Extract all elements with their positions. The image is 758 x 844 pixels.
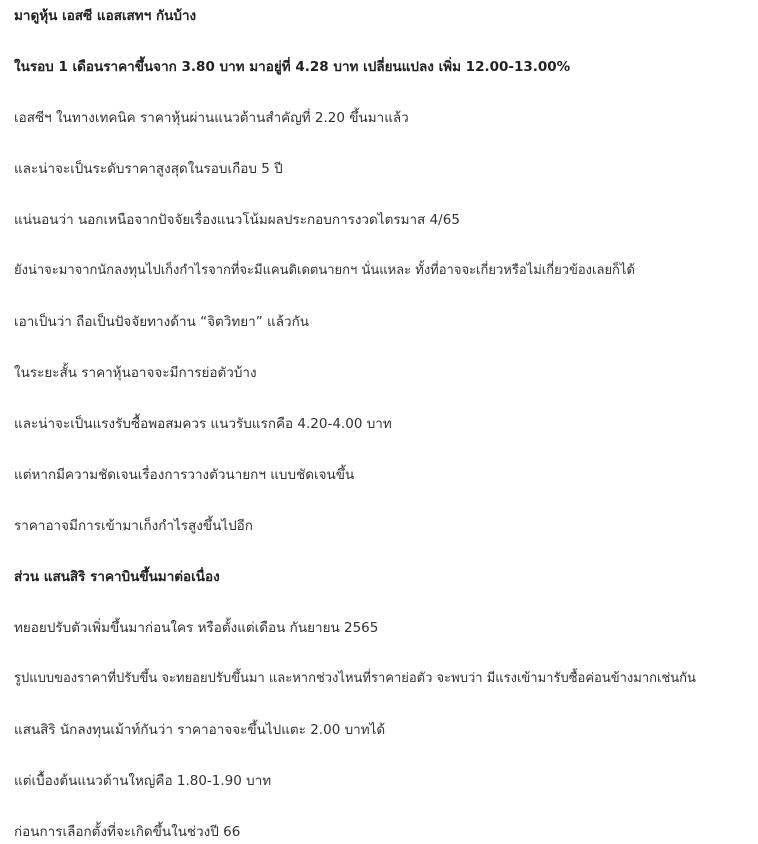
paragraph: แต่เบื้องต้นแนวต้านใหญ่คือ 1.80-1.90 บาท xyxy=(14,773,272,789)
paragraph: และน่าจะเป็นระดับราคาสูงสุดในรอบเกือบ 5 ปี xyxy=(14,161,283,177)
paragraph: ทยอยปรับตัวเพิ่มขึ้นมาก่อนใคร หรือตั้งแต่เดือน กันยายน 2565 xyxy=(14,620,379,636)
paragraph: ราคาอาจมีการเข้ามาเก็งกำไรสูงขึ้นไปอีก xyxy=(14,518,253,534)
paragraph: ก่อนการเลือกตั้งที่จะเกิดขึ้นในช่วงปี 66 xyxy=(14,824,241,840)
paragraph: ยังน่าจะมาจากนักลงทุนไปเก็งกำไรจากที่จะมีแคนดิเดตนายกฯ นั่นแหละ ทั้งที่อาจจะเกี่ยวหรือไม่เกี่ยวข้องเลยก็ได้ xyxy=(14,263,635,278)
paragraph: แสนสิริ นักลงทุนเม้าท์กันว่า ราคาอาจจะขึ้นไปแตะ 2.00 บาทได้ xyxy=(14,722,386,738)
paragraph: แน่นอนว่า นอกเหนือจากปัจจัยเรื่องแนวโน้มผลประกอบการงวดไตรมาส 4/65 xyxy=(14,212,460,228)
paragraph-highlight: ในรอบ 1 เดือนราคาขึ้นจาก 3.80 บาท มาอยู่ที่ 4.28 บาท เปลี่ยนแปลง เพิ่ม 12.00-13.00% xyxy=(14,59,571,75)
paragraph: เอาเป็นว่า ถือเป็นปัจจัยทางด้าน “จิตวิทยา” แล้วกัน xyxy=(14,314,309,330)
paragraph: รูปแบบของราคาที่ปรับขึ้น จะทยอยปรับขึ้นมา และหากช่วงไหนที่ราคาย่อตัว จะพบว่า มีแรงเข้ามารับซื้อค่อนข้างมากเช่นกัน xyxy=(14,671,696,686)
paragraph: ในระยะสั้น ราคาหุ้นอาจจะมีการย่อตัวบ้าง xyxy=(14,365,257,381)
paragraph: และน่าจะเป็นแรงรับซื้อพอสมควร แนวรับแรกคือ 4.20-4.00 บาท xyxy=(14,416,392,432)
paragraph-heading: ส่วน แสนสิริ ราคาบินขึ้นมาต่อเนื่อง xyxy=(14,569,220,585)
paragraph-heading: มาดูหุ้น เอสซี แอสเสทฯ กันบ้าง xyxy=(14,8,197,24)
paragraph: แต่หากมีความชัดเจนเรื่องการวางตัวนายกฯ แบบชัดเจนขึ้น xyxy=(14,467,355,483)
paragraph: เอสซีฯ ในทางเทคนิค ราคาหุ้นผ่านแนวต้านสำคัญที่ 2.20 ขึ้นมาแล้ว xyxy=(14,110,409,126)
